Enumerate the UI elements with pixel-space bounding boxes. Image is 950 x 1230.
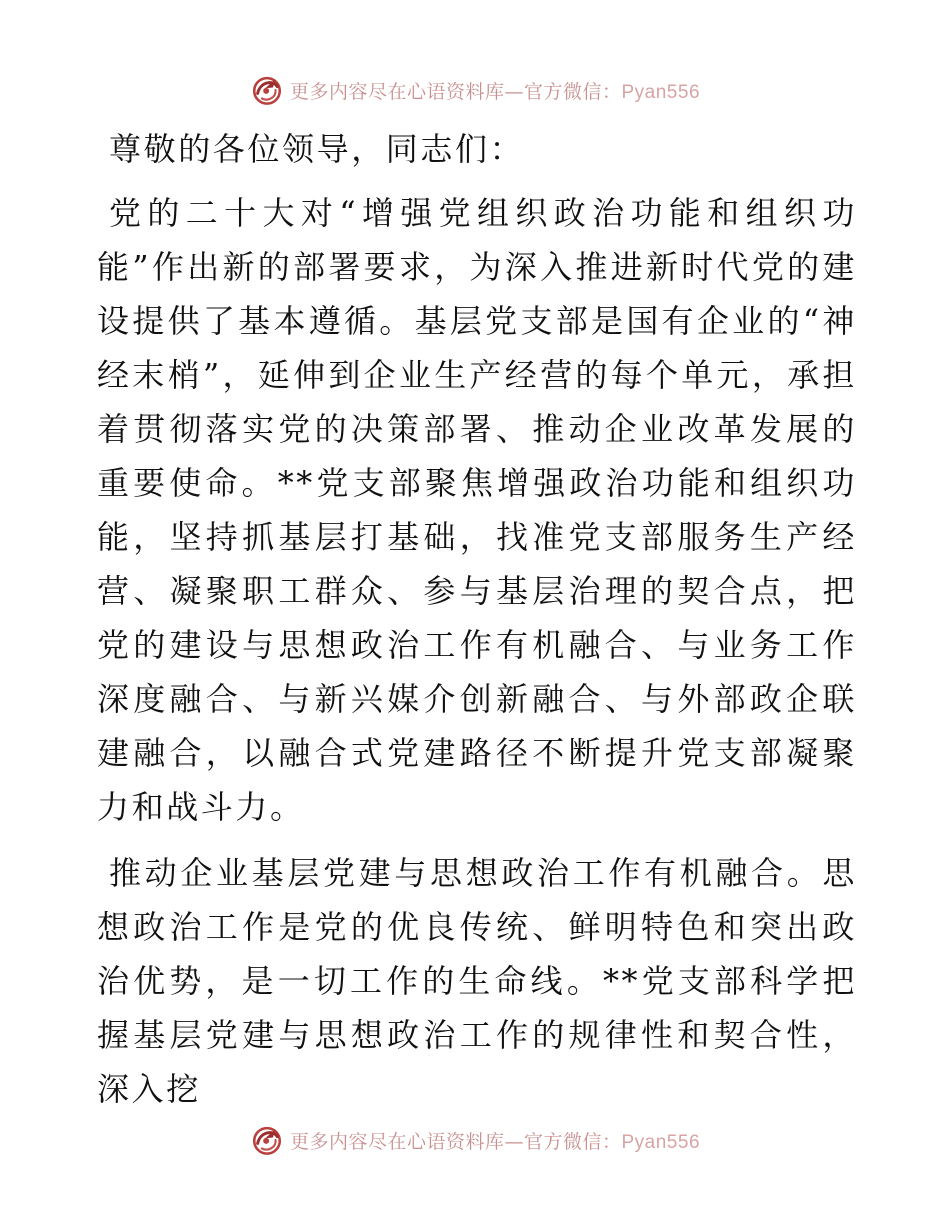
- document-body: [97, 122, 857, 1116]
- paragraph-2: 推动企业基层党建与思想政治工作有机融合。思想政治工作是党的优良传统、鲜明特色和突出政治优势，是一切工作的生命线。**党支部科学把握基层党建与思想政治工作的规律性和契合性，深入挖: [97, 854, 857, 1108]
- salutation: 尊敬的各位领导，同志们：: [109, 130, 525, 168]
- watermark-text: 更多内容尽在心语资料库—官方微信：Pyan556: [289, 1130, 701, 1153]
- wechat-id: Pyan556: [621, 1131, 701, 1153]
- header-watermark: [0, 70, 950, 110]
- watermark-text: 更多内容尽在心语资料库—官方微信：Pyan556: [289, 80, 701, 103]
- footer-watermark: [0, 1120, 950, 1160]
- red-swirl-logo-icon: [250, 73, 284, 107]
- wechat-id: Pyan556: [621, 81, 701, 103]
- red-swirl-logo-icon: [250, 1123, 284, 1157]
- paragraph-1: 党的二十大对“增强党组织政治功能和组织功能”作出新的部署要求，为深入推进新时代党的建设提供了基本遵循。基层党支部是国有企业的“神经末梢”，延伸到企业生产经营的每个单元，承担着贯彻落实党的决策部署、推动企业改革发展的重要使命。**党支部聚焦增强政治功能和组织功能，坚持抓基层打基础，找准党支部服务生产经营、凝聚职工群众、参与基层治理的契合点，把党的建设与思想政治工作有机融合、与业务工作深度融合、与新兴媒介创新融合、与外部政企联建融合，以融合式党建路径不断提升党支部凝聚力和战斗力。: [97, 194, 857, 826]
